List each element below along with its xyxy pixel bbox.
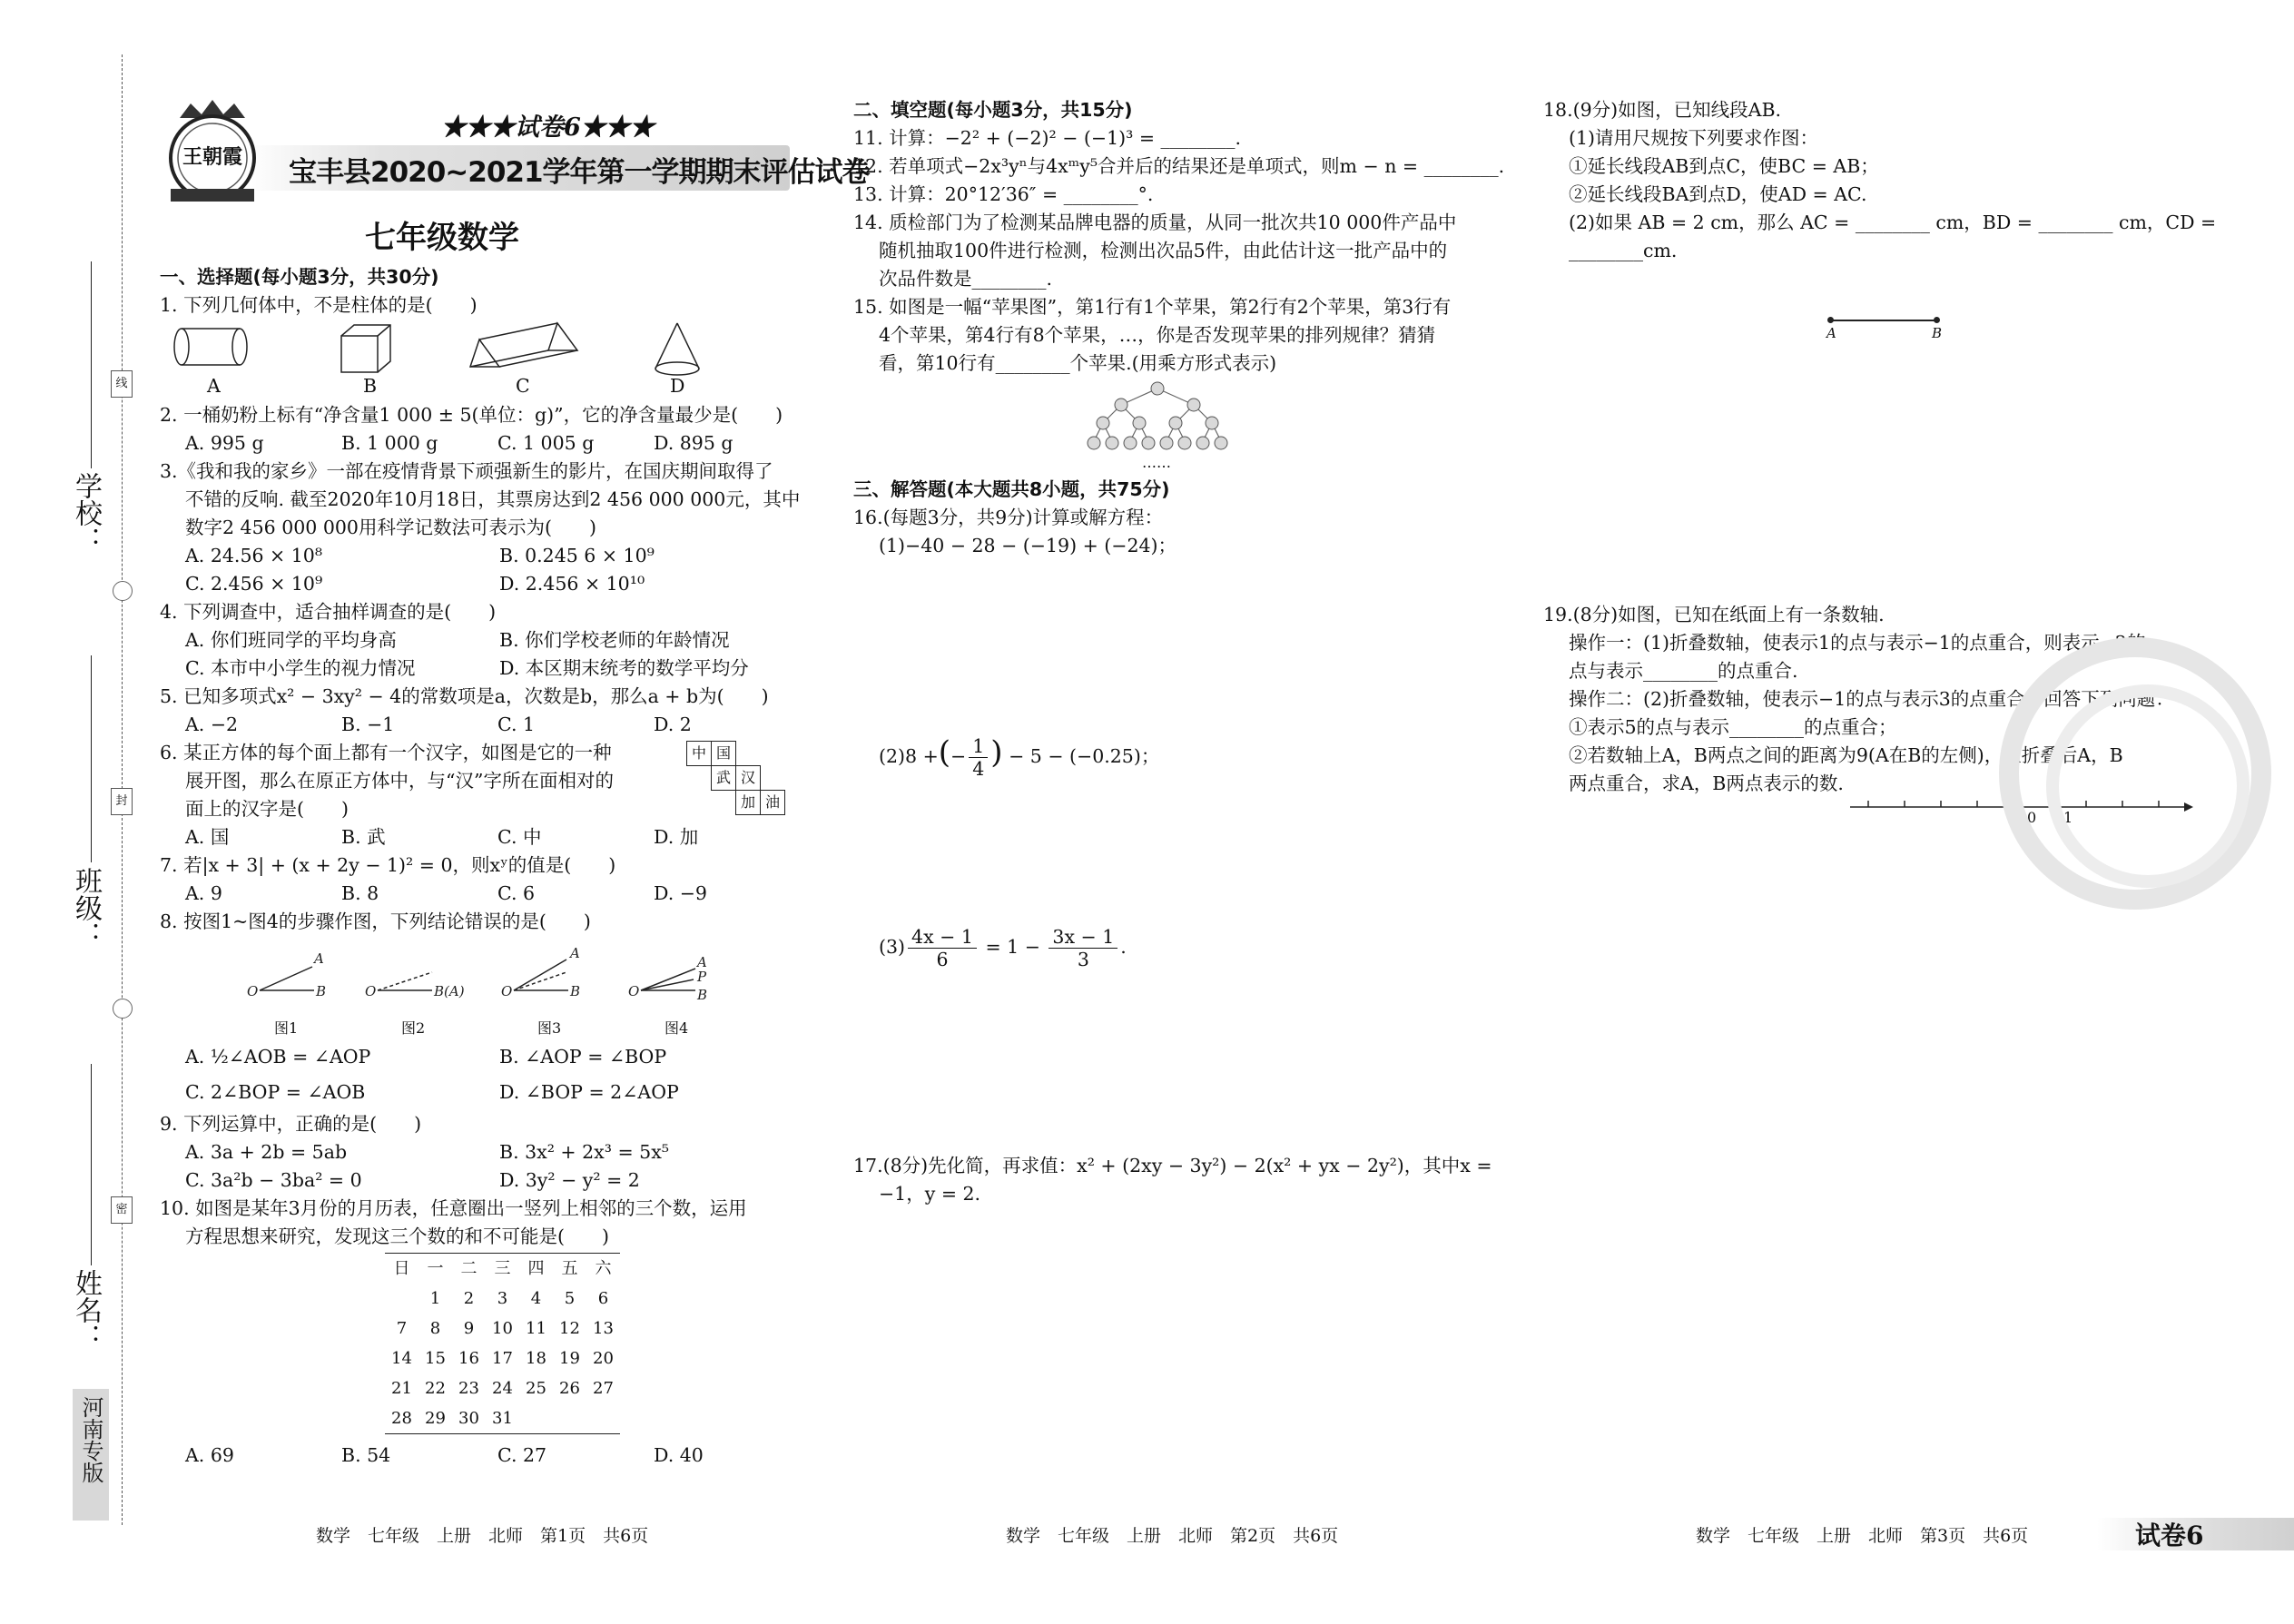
q16-part3-mid: = 1 − [985, 936, 1040, 958]
calendar-cell: 19 [559, 1349, 580, 1368]
calendar-cell [553, 1403, 586, 1434]
q16-part3-end: . [1120, 936, 1127, 958]
q8-options-row1 [160, 1043, 813, 1071]
q5-option-d[interactable]: D. 2 [654, 714, 692, 735]
q19-op2: 操作二：(2)折叠数轴，使表示−1的点与表示3的点重合，回答下列问题： [1569, 688, 2174, 710]
svg-text:A: A [314, 950, 324, 967]
q4-option-d[interactable]: D. 本区期末统考的数学平均分 [499, 657, 749, 679]
calendar-cell: 26 [559, 1379, 580, 1398]
q10-stem-line2: 方程思想来研究，发现这三个数的和不可能是( ) [185, 1225, 609, 1247]
svg-text:O: O [628, 983, 640, 999]
svg-text:P: P [697, 969, 707, 985]
q3-options-row2 [160, 570, 813, 598]
q10-calendar [385, 1253, 620, 1434]
binding-mark-feng: 封 [111, 788, 133, 815]
svg-text:O: O [365, 983, 377, 999]
calendar-head-cell: 五 [561, 1259, 578, 1278]
q1-figures [160, 320, 813, 401]
q14-line1: 14. 质检部门为了检测某品牌电器的质量，从同一批次共10 000件产品中 [853, 212, 1457, 233]
fraction-numerator: 4x − 1 [908, 926, 977, 949]
calendar-cell: 10 [492, 1319, 513, 1338]
q16-workspace-2[interactable] [853, 783, 1525, 920]
watermark-stamp [1999, 637, 2271, 910]
segment-ab [1830, 320, 1937, 321]
column-1 [160, 263, 813, 1470]
svg-text:O: O [247, 983, 259, 999]
calendar-row [385, 1373, 620, 1403]
q18-part1b: ②延长线段BA到点D，使AD = AC. [1569, 183, 1867, 205]
calendar-cell: 18 [526, 1349, 546, 1368]
q3-option-a[interactable]: A. 24.56 × 10⁸ [185, 545, 323, 566]
q2-stem: 2. 一桶奶粉上标有“净含量1 000 ± 5(单位：g)”，它的净含量最少是( ) [160, 404, 783, 426]
q4-option-b[interactable]: B. 你们学校老师的年龄情况 [499, 629, 730, 651]
class-label: 班级： [70, 867, 102, 949]
q6-stem-line1: 6. 某正方体的每个面上都有一个汉字，如图是它的一种 [160, 742, 612, 763]
section-1-heading: 一、选择题(每小题3分，共30分) [160, 266, 439, 288]
q16-part1: (1)−40 − 28 − (−19) + (−24)； [879, 535, 1177, 556]
q10-options [160, 1442, 813, 1470]
calendar-row [385, 1284, 620, 1314]
q3-stem-line2: 不错的反响. 截至2020年10月18日，其票房达到2 456 000 000元，其中 [185, 488, 801, 510]
calendar-cell [385, 1284, 418, 1314]
q8-fig-4: 图4 [665, 1019, 689, 1037]
svg-text:A: A [570, 945, 580, 961]
q6-stem-line2: 展开图，那么在原正方体中，与“汉”字所在面相对的 [185, 770, 614, 792]
q8-stem: 8. 按图1~图4的步骤作图，下列结论错误的是( ) [160, 910, 591, 932]
fraction-numerator: 3x − 1 [1049, 926, 1117, 949]
q8-angle-diagrams [160, 936, 813, 1043]
q18-part1a: ①延长线段AB到点C，使BC = AB； [1569, 155, 1879, 177]
q6-net-cell-4: 汉 [735, 765, 761, 791]
q16-part3-fraction2 [1049, 926, 1117, 970]
q7-option-c[interactable]: C. 6 [497, 882, 536, 904]
calendar-cell: 6 [597, 1289, 609, 1308]
calendar-cell: 7 [396, 1319, 408, 1338]
q18-part2b: ________cm. [1569, 240, 1678, 261]
q1-label-d: D [670, 375, 685, 397]
point-a-dot [1827, 317, 1834, 323]
q12: 12. 若单项式−2x³yⁿ与4xᵐy⁵合并后的结果还是单项式，则m − n = ________. [853, 155, 1505, 177]
q8-options-row2 [160, 1078, 813, 1107]
calendar-header-row [385, 1254, 620, 1284]
q6-options [160, 823, 813, 851]
calendar-cell: 3 [497, 1289, 508, 1308]
point-b-dot [1934, 317, 1940, 323]
calendar-cell: 29 [425, 1409, 446, 1428]
calendar-cell: 14 [391, 1349, 412, 1368]
calendar-cell: 8 [429, 1319, 441, 1338]
q8-option-a[interactable]: A. ½∠AOB = ∠AOP [185, 1046, 371, 1068]
calendar-cell: 1 [429, 1289, 441, 1308]
svg-text:B(A): B(A) [434, 983, 465, 999]
q18-segment-figure [1543, 265, 2197, 341]
fraction-denominator: 3 [1077, 949, 1089, 970]
svg-text:O: O [501, 983, 513, 999]
calendar-cell [519, 1403, 553, 1434]
q10-stem-line1: 10. 如图是某年3月份的月历表，任意圈出一竖列上相邻的三个数，运用 [160, 1197, 747, 1219]
calendar-cell: 4 [530, 1289, 542, 1308]
q5-option-a[interactable]: A. −2 [185, 714, 239, 735]
q8-fig-2: 图2 [401, 1019, 426, 1037]
q1-label-c: C [516, 375, 530, 397]
q7-option-d[interactable]: D. −9 [654, 882, 707, 904]
watermark-inner-ring [2046, 684, 2250, 888]
footer-page-1: 数学 七年级 上册 北师 第1页 共6页 [316, 1526, 649, 1546]
q19-op2b-line2: 两点重合，求A，B两点表示的数. [1569, 773, 1844, 794]
calendar-cell: 20 [593, 1349, 614, 1368]
q16-part2-fraction [969, 735, 988, 780]
q1-label-a: A [207, 375, 221, 397]
q15-line3: 看，第10行有________个苹果.(用乘方形式表示) [879, 352, 1277, 374]
q5-stem: 5. 已知多项式x² − 3xy² − 4的常数项是a，次数是b，那么a + b为( ) [160, 685, 769, 707]
calendar-head-cell: 四 [527, 1259, 545, 1278]
calendar-head-cell: 六 [595, 1259, 612, 1278]
q16-part3-lead: (3) [879, 936, 906, 958]
number-line-zero: 0 [2027, 809, 2037, 826]
q13: 13. 计算：20°12′36″ = ________°. [853, 183, 1154, 205]
calendar-cell: 21 [391, 1379, 412, 1398]
q7-option-b[interactable]: B. 8 [341, 882, 379, 904]
q6-option-d[interactable]: D. 加 [654, 826, 699, 848]
q6-net-cell-6: 油 [760, 790, 785, 815]
svg-text:A: A [697, 954, 707, 970]
q11: 11. 计算：−2² + (−2)² − (−1)³ = ________. [853, 127, 1242, 149]
q10-option-d[interactable]: D. 40 [654, 1444, 704, 1466]
q18-part1: (1)请用尺规按下列要求作图： [1569, 127, 1819, 149]
calendar-cell: 2 [463, 1289, 475, 1308]
apple-tree-figure [853, 378, 1525, 459]
binding-mark-mi: 密 [111, 1196, 133, 1224]
q17-line2: −1，y = 2. [879, 1183, 981, 1205]
fraction-denominator: 4 [972, 758, 985, 780]
q17-line1: 17.(8分)先化简，再求值：x² + (2xy − 3y²) − 2(x² + yx − 2y²)，其中x = [853, 1155, 1492, 1176]
q19-op2b-line1: ②若数轴上A，B两点之间的距离为9(A在B的左侧)，且折叠后A，B [1569, 744, 2123, 766]
q7-options [160, 880, 813, 908]
q4-stem: 4. 下列调查中，适合抽样调查的是( ) [160, 601, 497, 623]
q19-op2a: ①表示5的点与表示________的点重合； [1569, 716, 1897, 738]
q16-part2: (2)8 +(− $\frac{1}{4}$ ) − 5 − (−0.25)； [879, 734, 1160, 780]
svg-text:B: B [570, 983, 581, 999]
paper-badge: ★★★试卷6★★★ [441, 113, 655, 142]
q9-stem: 9. 下列运算中，正确的是( ) [160, 1113, 422, 1135]
calendar-cell: 27 [593, 1379, 614, 1398]
q7-option-a[interactable]: A. 9 [185, 882, 222, 904]
q9-option-d[interactable]: D. 3y² − y² = 2 [499, 1169, 640, 1191]
school-blank[interactable] [91, 261, 92, 468]
class-blank[interactable] [91, 655, 92, 862]
q16-part3-fraction1 [908, 926, 977, 970]
calendar-cell: 28 [391, 1409, 412, 1428]
q6-cube-net [686, 741, 788, 817]
calendar-head-cell: 二 [460, 1259, 478, 1278]
apple-tree-ellipsis: …… [1142, 454, 1171, 471]
q6-net-cell-1: 中 [686, 741, 712, 766]
q9-options-row2 [160, 1166, 813, 1195]
calendar-cell: 9 [463, 1319, 475, 1338]
q18-part2: (2)如果 AB = 2 cm，那么 AC = ________ cm，BD = ________ cm，CD = [1569, 212, 2217, 233]
apple-tree [853, 378, 1525, 476]
q5-option-b[interactable]: B. −1 [341, 714, 395, 735]
q8-figures [160, 936, 813, 1043]
calendar-cell: 30 [458, 1409, 479, 1428]
q16-stem: 16.(每题3分，共9分)计算或解方程： [853, 507, 1164, 528]
binding-circle-2 [113, 999, 133, 1019]
q6-net-cell-3: 武 [711, 765, 736, 791]
q6-net-cell-2: 国 [711, 741, 736, 766]
q2-option-b[interactable]: B. 1 000 g [341, 432, 438, 454]
calendar-cell: 22 [425, 1379, 446, 1398]
fraction-numerator: 1 [969, 735, 988, 758]
calendar-cell: 12 [559, 1319, 580, 1338]
q1-solids [160, 320, 813, 401]
q10-option-a[interactable]: A. 69 [185, 1444, 234, 1466]
q2-option-d[interactable]: D. 895 g [654, 432, 733, 454]
calendar-cell: 17 [492, 1349, 513, 1368]
calendar-cell: 23 [458, 1379, 479, 1398]
q19-op1-line2: 点与表示________的点重合. [1569, 660, 1798, 682]
q8-fig-3: 图3 [537, 1019, 562, 1037]
calendar-cell: 5 [564, 1289, 576, 1308]
exam-title: 宝丰县2020~2021学年第一学期期末评估试卷 [289, 156, 870, 189]
calendar-cell [586, 1403, 620, 1434]
calendar-cell: 24 [492, 1379, 513, 1398]
q16-part3 [853, 920, 1525, 974]
q5-option-c[interactable]: C. 1 [497, 714, 536, 735]
calendar-head-cell: 三 [494, 1259, 511, 1278]
binding-mark-xian: 线 [111, 370, 133, 398]
q2-option-a[interactable]: A. 995 g [185, 432, 264, 454]
q6-block [160, 739, 813, 823]
edition-text: 河南专版 [78, 1396, 103, 1483]
q9-options-row1 [160, 1138, 813, 1166]
q8-option-d[interactable]: D. ∠BOP = 2∠AOP [499, 1081, 679, 1103]
calendar-head-cell: 日 [393, 1259, 410, 1278]
q3-options-row1 [160, 542, 813, 570]
q19-stem: 19.(8分)如图，已知在纸面上有一条数轴. [1543, 604, 1885, 625]
calendar-cell: 15 [425, 1349, 446, 1368]
q9-option-b[interactable]: B. 3x² + 2x³ = 5x⁵ [499, 1141, 669, 1163]
q15-line2: 4个苹果，第4行有8个苹果，…，你是否发现苹果的排列规律？猜猜 [879, 324, 1436, 346]
calendar-row [385, 1403, 620, 1434]
section-3-heading: 三、解答题(本大题共8小题，共75分) [853, 478, 1170, 500]
q8-option-c[interactable]: C. 2∠BOP = ∠AOB [185, 1081, 366, 1103]
q10-option-c[interactable]: C. 27 [497, 1444, 547, 1466]
q16-part2-lead: (2)8 + [879, 745, 939, 767]
calendar-row [385, 1314, 620, 1343]
q6-option-c[interactable]: C. 中 [497, 826, 542, 848]
subject-title: 七年级数学 [365, 220, 519, 256]
svg-text:B: B [316, 983, 327, 999]
q3-option-c[interactable]: C. 2.456 × 10⁹ [185, 573, 323, 595]
q9-option-a[interactable]: A. 3a + 2b = 5ab [185, 1141, 348, 1163]
section-2-heading: 二、填空题(每小题3分，共15分) [853, 99, 1133, 121]
q14-line3: 次品件数是________. [879, 268, 1053, 290]
q9-option-c[interactable]: C. 3a²b − 3ba² = 0 [185, 1169, 362, 1191]
name-blank[interactable] [91, 1064, 92, 1265]
q2-options [160, 429, 813, 458]
q10-option-b[interactable]: B. 54 [341, 1444, 391, 1466]
q6-net-cell-5: 加 [735, 790, 761, 815]
q3-option-d[interactable]: D. 2.456 × 10¹⁰ [499, 573, 645, 595]
calendar-row [385, 1343, 620, 1373]
calendar-cell: 16 [458, 1349, 479, 1368]
fraction-denominator: 6 [936, 949, 949, 970]
brand-logo [162, 98, 263, 207]
q8-option-b[interactable]: B. ∠AOP = ∠BOP [499, 1046, 667, 1068]
footer-paper-tag: 试卷6 [2135, 1521, 2204, 1550]
q4-option-c[interactable]: C. 本市中小学生的视力情况 [185, 657, 416, 679]
q4-options-row1 [160, 626, 813, 655]
q6-option-a[interactable]: A. 国 [185, 826, 230, 848]
svg-text:B: B [697, 987, 708, 1003]
footer-page-3: 数学 七年级 上册 北师 第3页 共6页 [1696, 1526, 2029, 1546]
q16-workspace-1[interactable] [853, 560, 1525, 725]
q7-stem: 7. 若|x + 3| + (x + 2y − 1)² = 0，则xʸ的值是( ) [160, 854, 616, 876]
q2-option-c[interactable]: C. 1 005 g [497, 432, 595, 454]
q1-label-b: B [363, 375, 378, 397]
q8-fig-1: 图1 [274, 1019, 299, 1037]
brand-logo-text: 王朝霞 [182, 145, 242, 169]
q4-options-row2 [160, 655, 813, 683]
footer-page-2: 数学 七年级 上册 北师 第2页 共6页 [1006, 1526, 1339, 1546]
q5-options [160, 711, 813, 739]
q3-stem-line1: 3.《我和我的家乡》一部在疫情背景下顽强新生的影片，在国庆期间取得了 [160, 460, 773, 482]
binding-circle-1 [113, 581, 133, 601]
point-a-label: A [1826, 325, 1836, 341]
q18-workspace[interactable] [1543, 338, 2197, 601]
calendar-cell: 13 [593, 1319, 614, 1338]
q19-op1-line1: 操作一：(1)折叠数轴，使表示1的点与表示−1的点重合，则表示−2的 [1569, 632, 2146, 654]
q1-stem: 1. 下列几何体中，不是柱体的是( ) [160, 294, 478, 316]
q15-line1: 15. 如图是一幅“苹果图”，第1行有1个苹果，第2行有2个苹果，第3行有 [853, 296, 1452, 318]
calendar-cell: 25 [526, 1379, 546, 1398]
calendar-cell: 11 [526, 1319, 546, 1338]
q3-option-b[interactable]: B. 0.245 6 × 10⁹ [499, 545, 655, 566]
q6-option-b[interactable]: B. 武 [341, 826, 386, 848]
point-b-label: B [1932, 325, 1943, 341]
q16-part2-tail: − 5 − (−0.25)； [1009, 745, 1160, 767]
q10-calendar-wrap [160, 1251, 813, 1434]
column-2 [853, 96, 1525, 1208]
calendar-head-cell: 一 [427, 1259, 444, 1278]
name-label: 姓名： [70, 1269, 102, 1351]
q3-stem-line3: 数字2 456 000 000用科学记数法可表示为( ) [185, 517, 596, 538]
school-label: 学校： [70, 472, 102, 554]
calendar-cell: 31 [492, 1409, 513, 1428]
q18-stem: 18.(9分)如图，已知线段AB. [1543, 99, 1782, 121]
number-line-one: 1 [2063, 809, 2073, 826]
q16-workspace-3[interactable] [853, 974, 1525, 1152]
q14-line2: 随机抽取100件进行检测，检测出次品5件，由此估计这一批产品中的 [879, 240, 1448, 261]
q6-stem-line3: 面上的汉字是( ) [185, 798, 349, 820]
q4-option-a[interactable]: A. 你们班同学的平均身高 [185, 629, 397, 651]
